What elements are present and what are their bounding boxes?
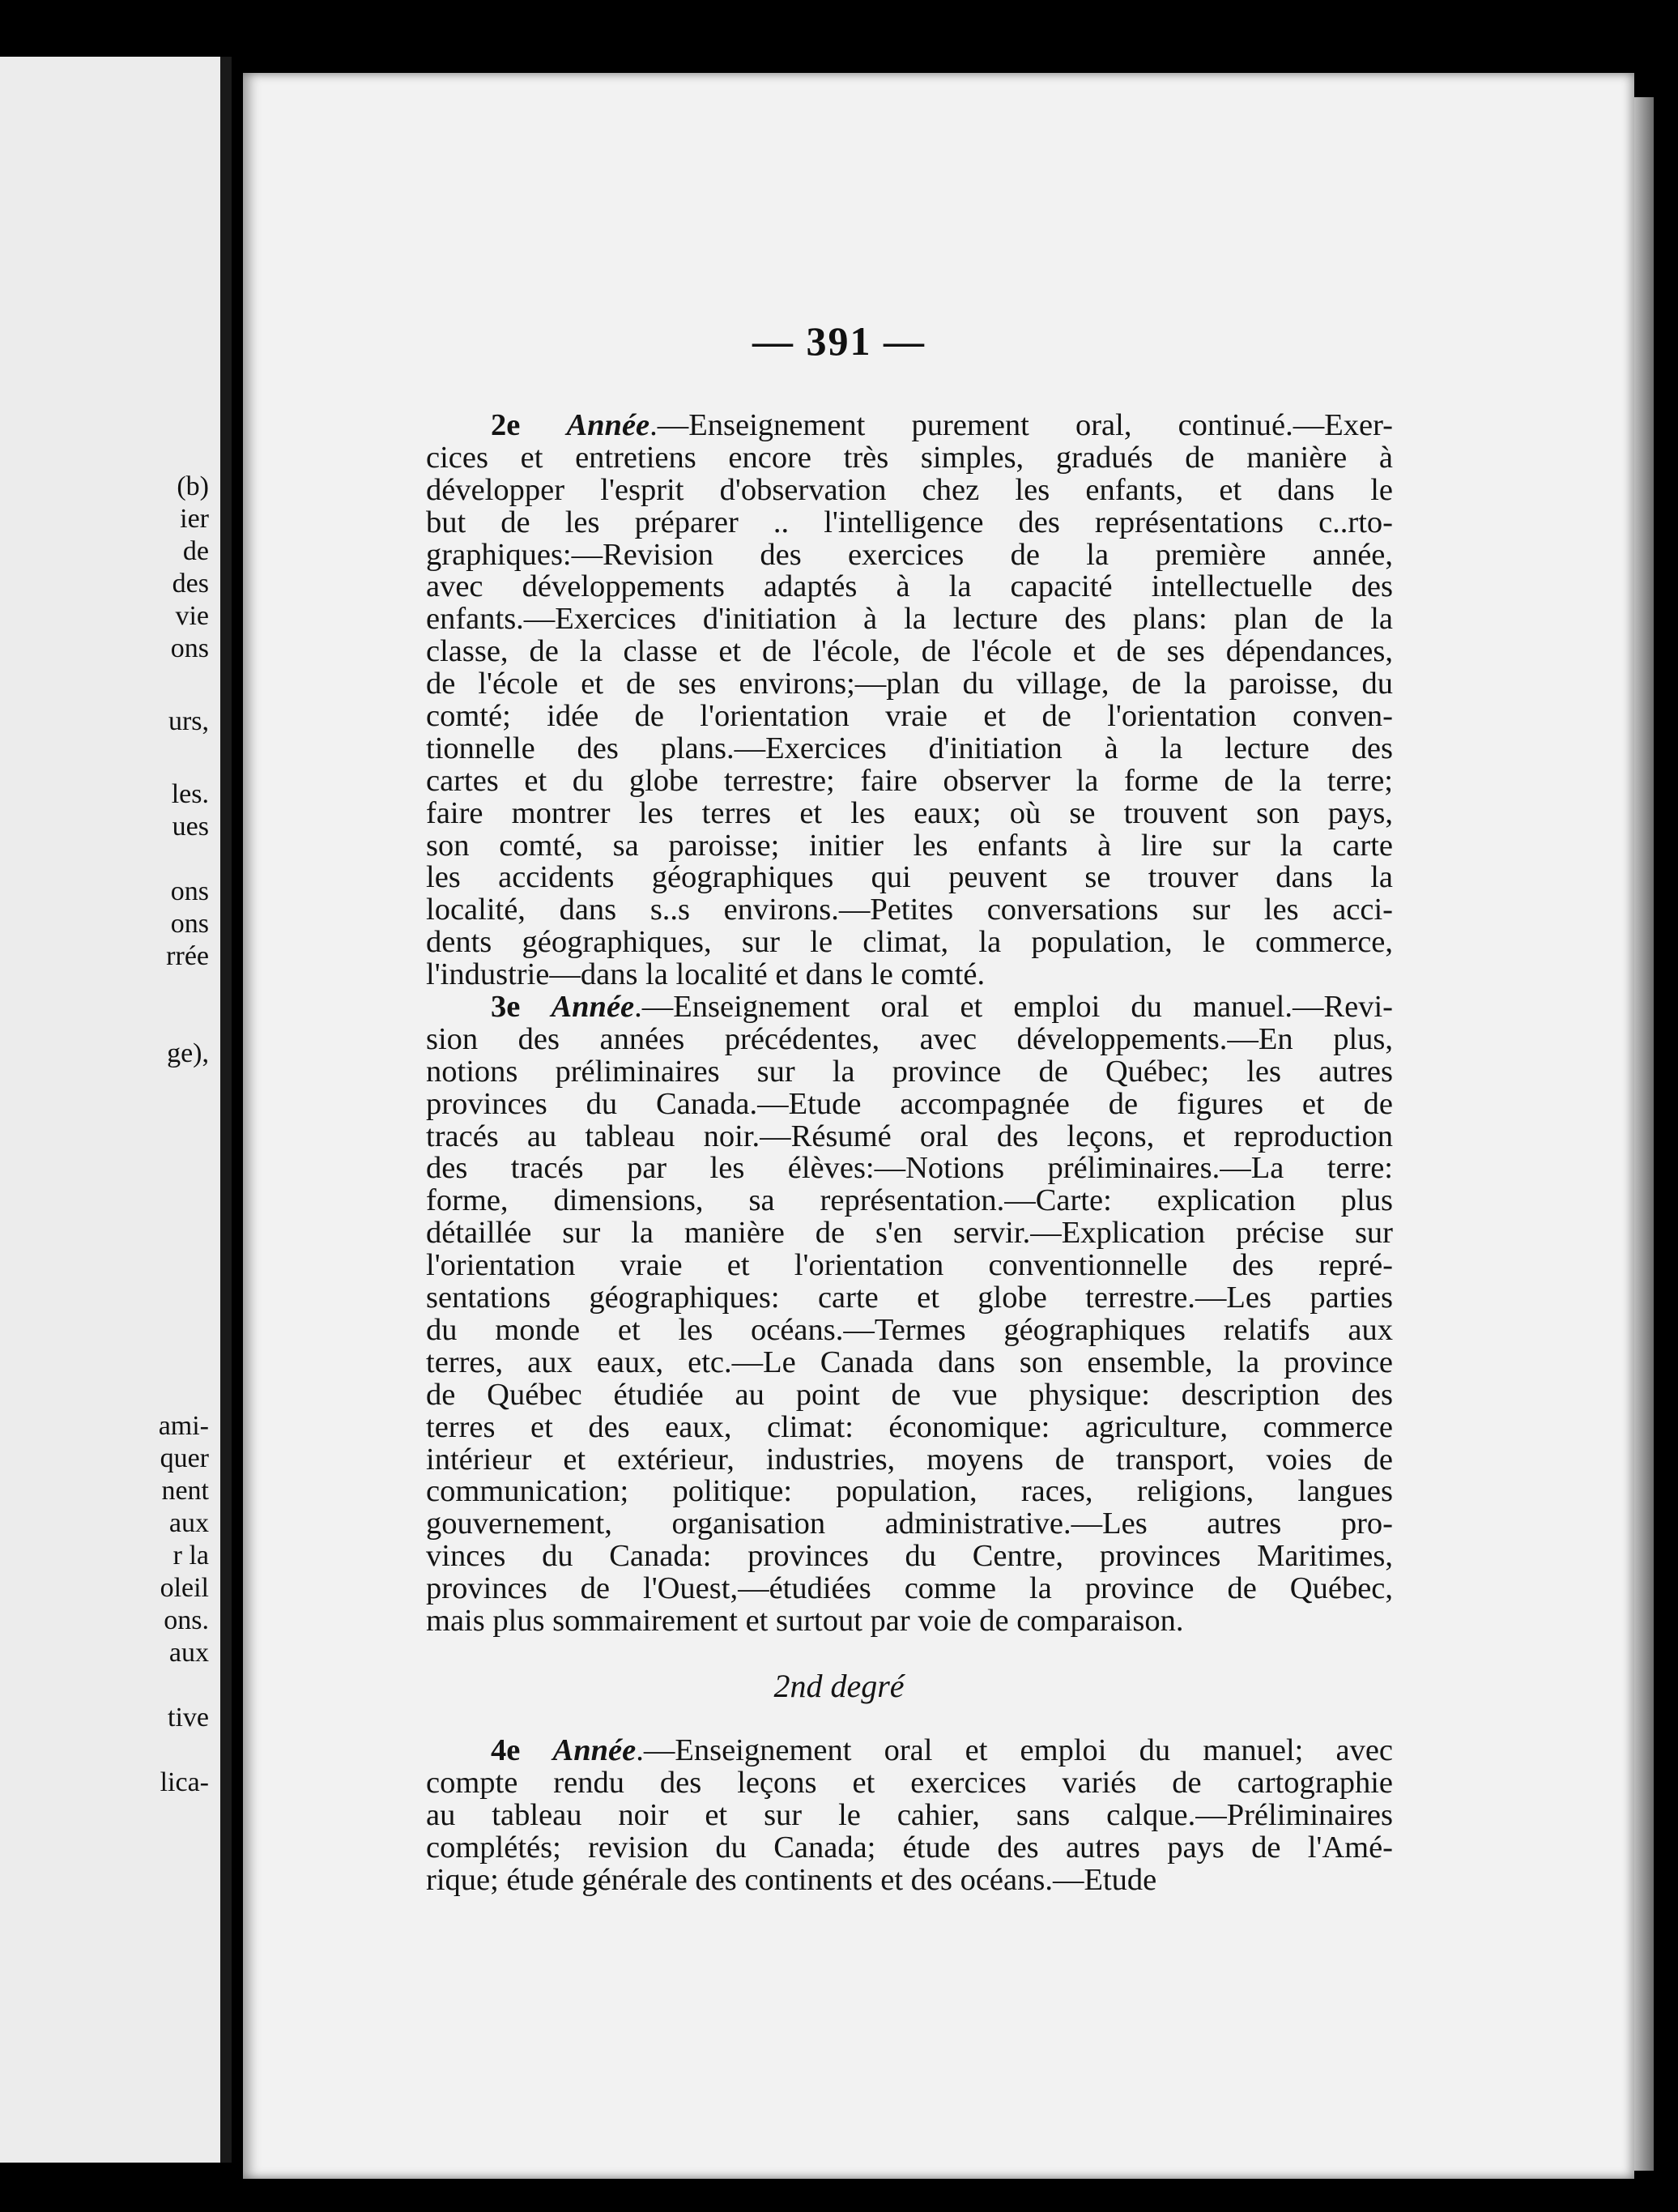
page-number: — 391 — bbox=[752, 318, 926, 364]
text-line bbox=[426, 410, 1393, 442]
left-page-text-fragment: de bbox=[182, 536, 209, 566]
text-line: provinces du Canada.—Etude accompagnée de figures et de bbox=[426, 1086, 1393, 1121]
text-line: provinces de l'Ouest,—étudiées comme la province de Québec, bbox=[426, 1571, 1393, 1606]
text-line: rique; étude générale des continents et des océans.—Etude bbox=[426, 1862, 1157, 1897]
page-edge bbox=[1634, 97, 1654, 2171]
text-line: au tableau noir et sur le cahier, sans calque.—Préliminaires bbox=[426, 1797, 1393, 1832]
year-number: 4e bbox=[491, 1733, 553, 1767]
left-page-text-fragment: tive bbox=[168, 1703, 209, 1733]
year-number: 3e bbox=[491, 990, 552, 1025]
left-page-text-fragment: oleil bbox=[160, 1573, 209, 1603]
text-line: but de les préparer .. l'intelligence des représentations c..rto- bbox=[426, 505, 1393, 539]
left-page-text-fragment: vie bbox=[175, 601, 209, 631]
text-line: mais plus sommairement et surtout par voie de comparaison. bbox=[426, 1603, 1184, 1638]
left-page-text-fragment: aux bbox=[168, 1508, 209, 1538]
year-label: Année bbox=[566, 408, 650, 442]
text-line: son comté, sa paroisse; initier les enfants à lire sur la carte bbox=[426, 828, 1393, 863]
text-line: comté; idée de l'orientation vraie et de l'orientation conven- bbox=[426, 699, 1393, 734]
text-line: forme, dimensions, sa représentation.—Carte: explication plus bbox=[426, 1183, 1393, 1218]
text-line: sion des années précédentes, avec développements.—En plus, bbox=[426, 1021, 1393, 1056]
text-line: de Québec étudiée au point de vue physique: description des bbox=[426, 1377, 1393, 1412]
text-line: du monde et les océans.—Termes géographiques relatifs aux bbox=[426, 1312, 1393, 1347]
year-number: 2e bbox=[491, 408, 567, 442]
text-line: tracés au tableau noir.—Résumé oral des leçons, et reproduction bbox=[426, 1119, 1393, 1153]
left-page-text-fragment: ons bbox=[170, 909, 209, 939]
paragraph-2e-annee bbox=[426, 410, 1393, 991]
left-page-text-fragment: ier bbox=[180, 504, 209, 534]
left-page-text-fragment: ons. bbox=[164, 1605, 209, 1635]
year-label: Année bbox=[552, 1733, 637, 1767]
text-line: vinces du Canada: provinces du Centre, provinces Maritimes, bbox=[426, 1539, 1393, 1574]
left-page-text-fragment: les. bbox=[171, 779, 209, 809]
text-line: dents géographiques, sur le climat, la population, le commerce, bbox=[426, 925, 1393, 960]
text-line: tionnelle des plans.—Exercices d'initiation à la lecture des bbox=[426, 731, 1393, 765]
line-rest: .—Enseignement oral et emploi du manuel.—Revi- bbox=[634, 990, 1393, 1025]
text-line: terres et des eaux, climat: économique: agriculture, commerce bbox=[426, 1409, 1393, 1444]
left-page-text-fragment: lica- bbox=[160, 1767, 209, 1797]
year-label: Année bbox=[551, 990, 635, 1025]
text-line: sentations géographiques: carte et globe terrestre.—Les parties bbox=[426, 1281, 1393, 1315]
text-line: classe, de la classe et de l'école, de l'école et de ses dépendances, bbox=[426, 634, 1393, 669]
left-page-text-fragment: ons bbox=[170, 876, 209, 906]
text-line: cartes et du globe terrestre; faire observer la forme de la terre; bbox=[426, 763, 1393, 798]
text-line: faire montrer les terres et les eaux; où se trouvent son pays, bbox=[426, 795, 1393, 830]
main-text-block bbox=[426, 410, 1393, 1638]
text-line: enfants.—Exercices d'initiation à la lecture des plans: plan de la bbox=[426, 602, 1393, 637]
left-page bbox=[0, 57, 232, 2163]
text-line: développer l'esprit d'observation chez les enfants, et dans le bbox=[426, 472, 1393, 507]
left-page-text-fragment: ami- bbox=[158, 1411, 209, 1441]
text-line: les accidents géographiques qui peuvent se trouver dans la bbox=[426, 860, 1393, 895]
text-line bbox=[426, 991, 1393, 1024]
text-line: gouvernement, organisation administrative.—Les autres pro- bbox=[426, 1507, 1393, 1541]
section-heading: 2nd degré bbox=[773, 1668, 905, 1704]
secondary-text-block bbox=[426, 1735, 1393, 1896]
left-page-text-fragment: ues bbox=[172, 812, 209, 842]
text-line: cices et entretiens encore très simples, gradués de manière à bbox=[426, 440, 1393, 475]
line-rest: .—Enseignement purement oral, continué.—Exer- bbox=[649, 408, 1393, 442]
left-page-text-fragment: ge), bbox=[167, 1038, 209, 1068]
left-page-text-fragment: nent bbox=[161, 1476, 209, 1506]
text-line: des tracés par les élèves:—Notions préliminaires.—La terre: bbox=[426, 1151, 1393, 1186]
left-page-text-fragment: r la bbox=[172, 1541, 209, 1571]
text-line: compte rendu des leçons et exercices variés de cartographie bbox=[426, 1765, 1393, 1800]
paragraph-3e-annee bbox=[426, 991, 1393, 1638]
text-line: détaillée sur la manière de s'en servir.—Explication précise sur bbox=[426, 1216, 1393, 1251]
line-rest: .—Enseignement oral et emploi du manuel; avec bbox=[636, 1733, 1394, 1767]
text-line: avec développements adaptés à la capacité intellectuelle des bbox=[426, 569, 1393, 604]
text-line: graphiques:—Revision des exercices de la première année, bbox=[426, 537, 1393, 572]
left-page-text-fragment: (b) bbox=[177, 471, 209, 501]
left-page-text-fragment: quer bbox=[160, 1443, 209, 1473]
left-page-text-fragment: ons bbox=[170, 633, 209, 663]
paragraph-4e-annee bbox=[426, 1735, 1393, 1896]
text-line: notions préliminaires sur la province de Québec; les autres bbox=[426, 1054, 1393, 1089]
left-page-text-fragment: des bbox=[172, 569, 209, 599]
text-line: de l'école et de ses environs;—plan du village, de la paroisse, du bbox=[426, 667, 1393, 701]
text-line bbox=[426, 1735, 1393, 1767]
text-line: intérieur et extérieur, industries, moyens de transport, voies de bbox=[426, 1442, 1393, 1477]
text-line: l'orientation vraie et l'orientation conventionnelle des repré- bbox=[426, 1248, 1393, 1283]
left-page-text-fragment: rrée bbox=[166, 941, 209, 971]
text-line: l'industrie—dans la localité et dans le comté. bbox=[426, 957, 986, 992]
text-line: terres, aux eaux, etc.—Le Canada dans son ensemble, la province bbox=[426, 1345, 1393, 1379]
text-line: complétés; revision du Canada; étude des autres pays de l'Amé- bbox=[426, 1830, 1393, 1865]
text-line: communication; politique: population, races, religions, langues bbox=[426, 1474, 1393, 1509]
text-line: localité, dans s..s environs.—Petites conversations sur les acci- bbox=[426, 893, 1393, 927]
left-page-text-fragment: aux bbox=[168, 1638, 209, 1668]
left-page-text-fragment: urs, bbox=[168, 706, 209, 736]
